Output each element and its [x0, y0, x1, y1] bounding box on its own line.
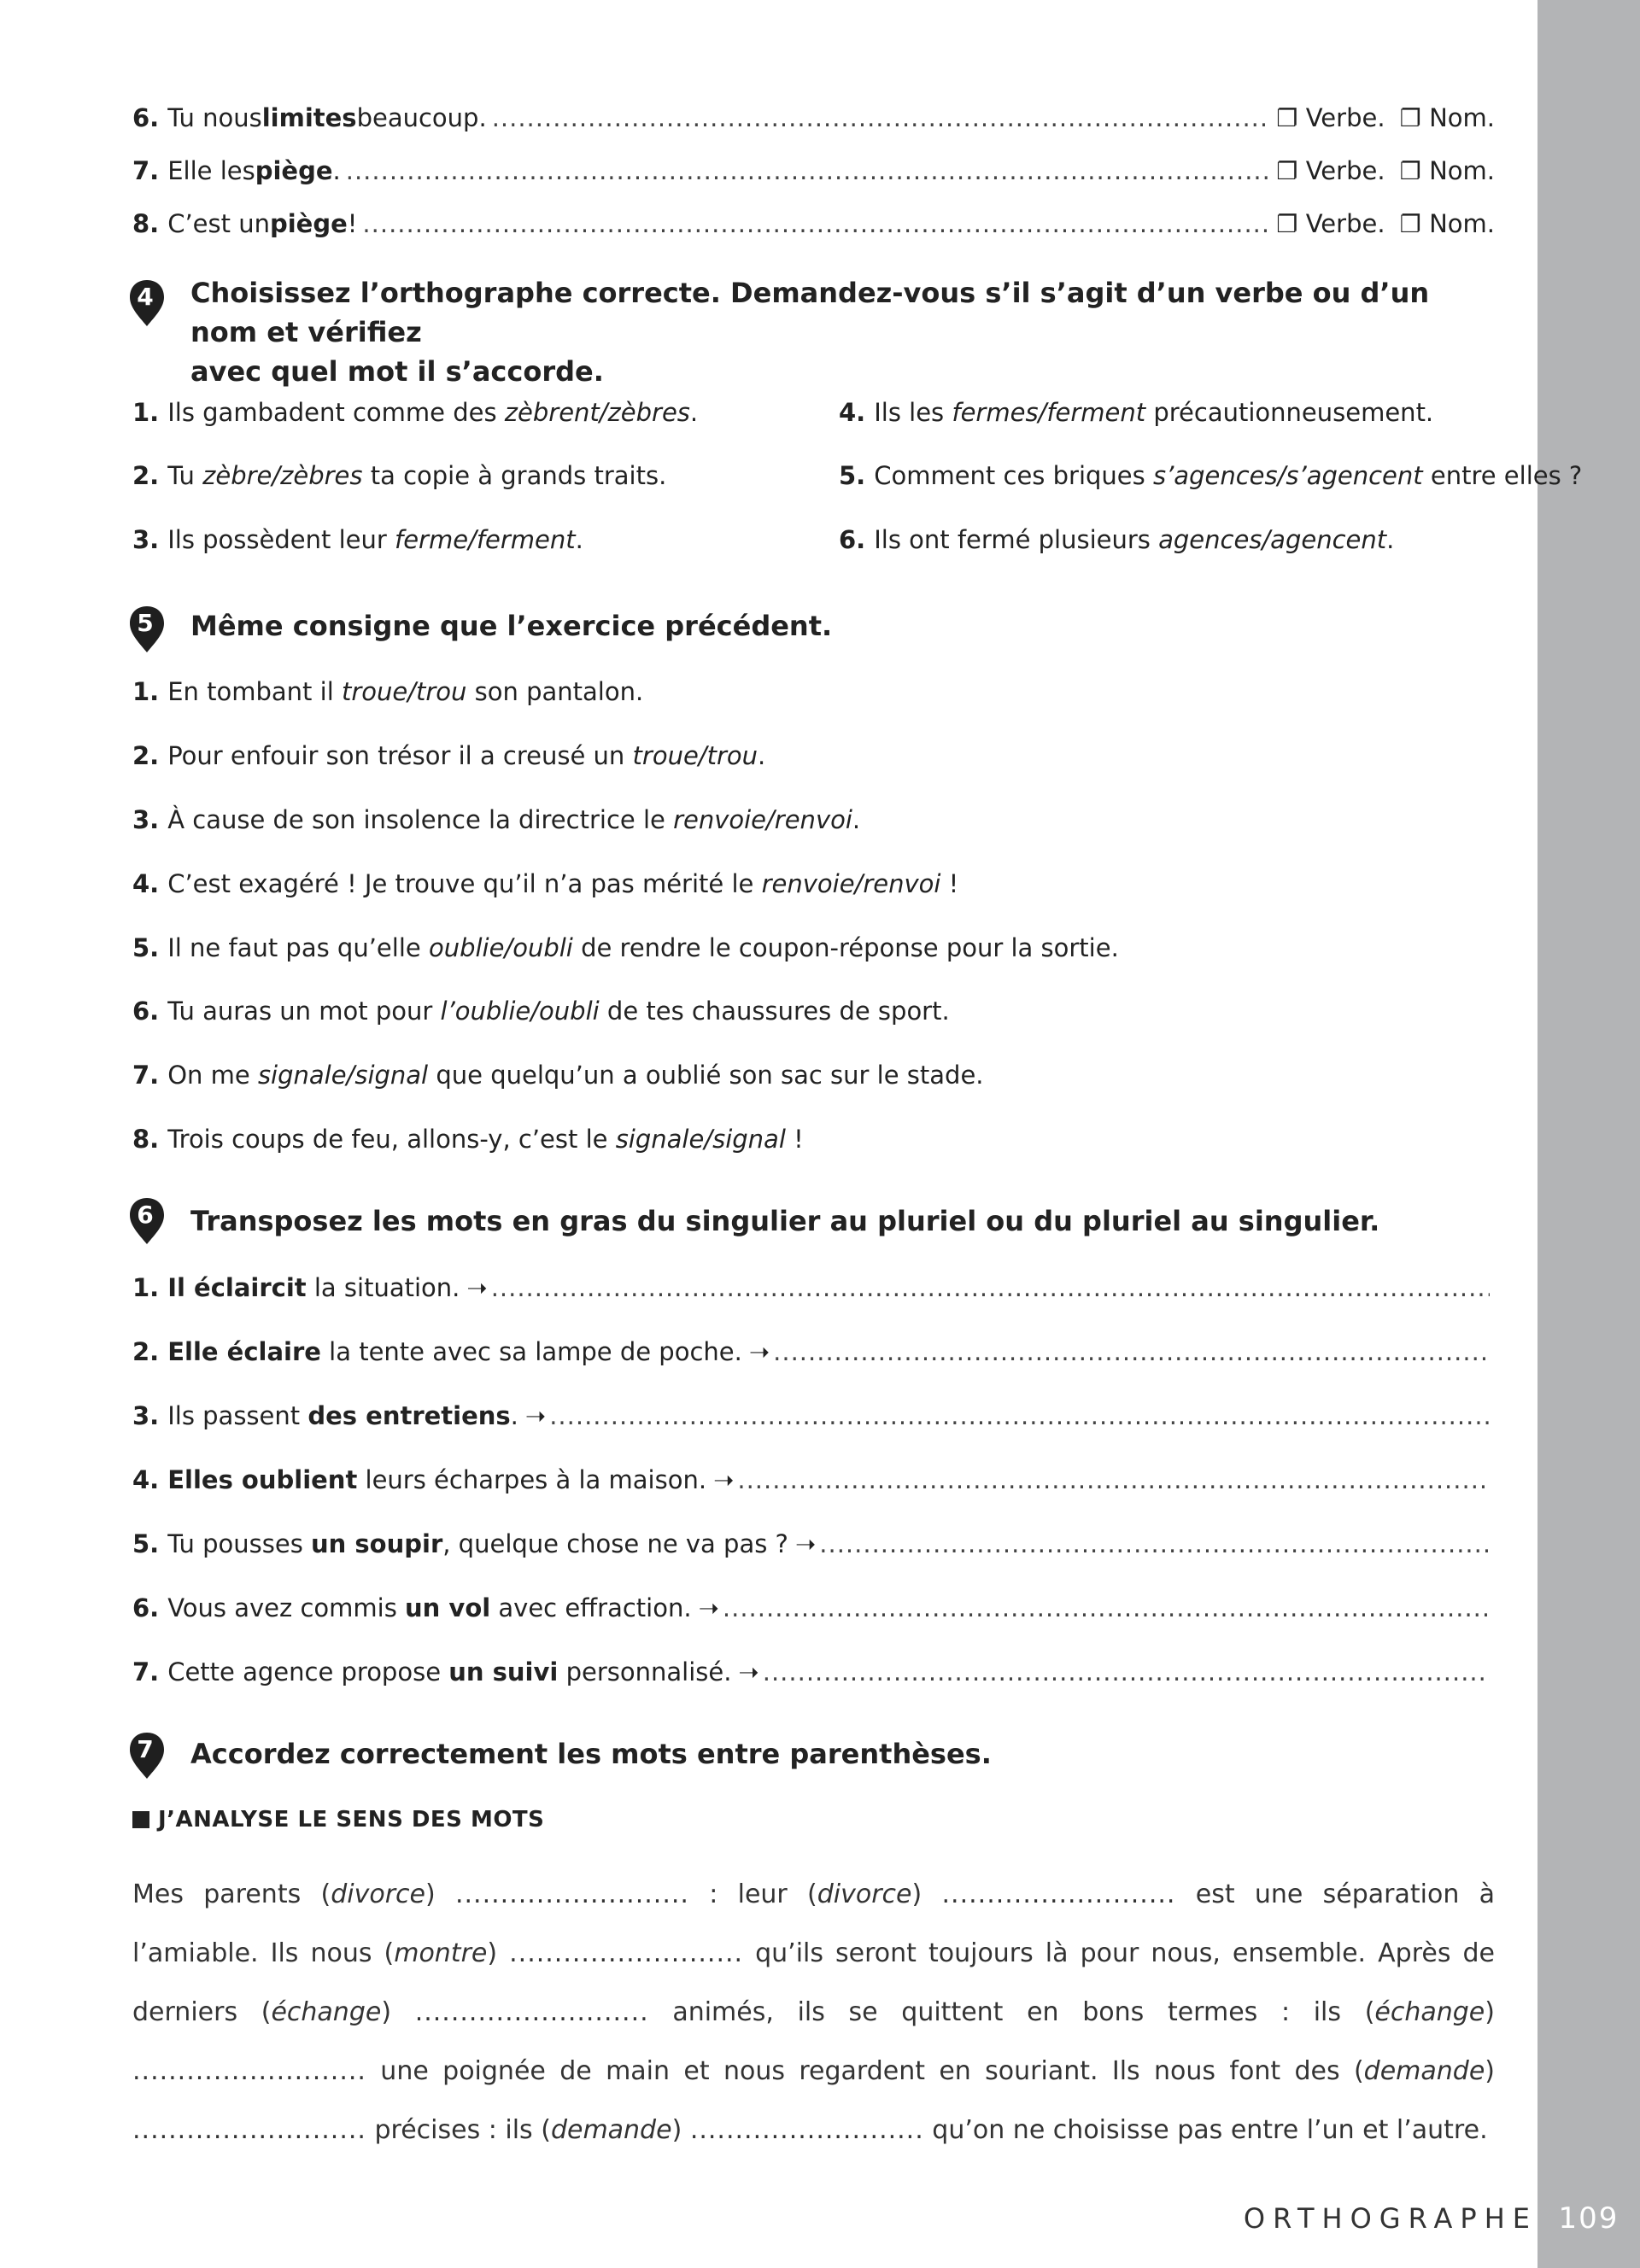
exercise-5-item-4: 4. C’est exagéré ! Je trouve qu’il n’a pas mérité le renvoie/renvoi !: [132, 869, 959, 898]
exercise-5-item-5: 5. Il ne faut pas qu’elle oublie/oubli de rendre le coupon-réponse pour la sortie.: [132, 933, 1119, 962]
exercise-instruction: Accordez correctement les mots entre parenthèses.: [190, 1738, 992, 1770]
choice-group: [1276, 101, 1495, 136]
exercise-6-item-2: 2. Elle éclaire la tente avec sa lampe de poche. ➝ .....: [132, 1335, 1495, 1369]
word-choice[interactable]: oublie/oubli: [428, 933, 573, 962]
answer-blank[interactable]: ..........................: [414, 1997, 649, 2027]
word-choice[interactable]: troue/trou: [632, 741, 758, 770]
answer-line[interactable]: [492, 101, 1272, 135]
item-bold-word: un suivi: [448, 1657, 559, 1686]
word-to-agree: montre: [394, 1938, 488, 1968]
item-text: Elle les: [167, 156, 255, 185]
word-choice[interactable]: signale/signal: [615, 1125, 786, 1154]
arrow-icon: ➝: [524, 1401, 547, 1430]
exercise-5-item-6: 6. Tu auras un mot pour l’oublie/oubli de tes chaussures de sport.: [132, 997, 950, 1026]
answer-line[interactable]: [763, 1655, 1490, 1689]
exercise-3-item-8: [132, 207, 1495, 241]
exercise-6-item-1: 1. Il éclaircit la situation. ➝ .....: [132, 1271, 1495, 1305]
word-to-agree: échange: [1374, 1997, 1485, 2027]
instruction-line: avec quel mot il s’accorde.: [190, 355, 604, 388]
answer-line[interactable]: [346, 154, 1272, 188]
exercise-number-badge: [128, 1196, 169, 1237]
badge-number: 6: [137, 1201, 154, 1229]
arrow-icon: ➝: [466, 1273, 488, 1302]
exercise-instruction: Même consigne que l’exercice précédent.: [190, 610, 833, 642]
item-bold-word: Elle éclaire: [167, 1337, 321, 1366]
checkbox-icon[interactable]: ❐: [1399, 104, 1421, 132]
checkbox-icon[interactable]: ❐: [1276, 104, 1298, 132]
item-bold-word: des entretiens: [308, 1401, 511, 1430]
answer-line[interactable]: [819, 1527, 1490, 1561]
exercise-instruction: Transposez les mots en gras du singulier au pluriel ou du pluriel au singulier.: [190, 1205, 1380, 1237]
page-side-band: [1538, 0, 1640, 2268]
choice-label: Verbe.: [1305, 209, 1385, 238]
item-text: C’est un: [167, 209, 270, 238]
exercise-6-item-3: 3. Ils passent des entretiens . ➝ .....: [132, 1399, 1495, 1433]
arrow-icon: ➝: [794, 1529, 817, 1558]
exercise-number-badge: [128, 1731, 169, 1772]
choice-label: Nom.: [1429, 156, 1495, 185]
exercise-instruction: [190, 273, 1495, 391]
answer-line[interactable]: [723, 1591, 1490, 1625]
word-to-agree: demande: [550, 2115, 672, 2145]
answer-line[interactable]: [773, 1335, 1490, 1369]
exercise-5-item-8: 8. Trois coups de feu, allons-y, c’est le signale/signal !: [132, 1125, 804, 1154]
word-choice[interactable]: zèbrent/zèbres: [504, 398, 690, 427]
square-bullet-icon: [132, 1811, 149, 1828]
arrow-icon: ➝: [738, 1657, 759, 1686]
page-number: 109: [1558, 2201, 1620, 2236]
footer-section-title: ORTHOGRAPHE: [1243, 2202, 1538, 2235]
exercise-5-item-7: 7. On me signale/signal que quelqu’un a oublié son sac sur le stade.: [132, 1061, 984, 1090]
exercise-4-item-2: 2. Tu zèbre/zèbres ta copie à grands traits.: [132, 461, 667, 490]
item-number: 7.: [132, 156, 160, 185]
choice-group: [1276, 154, 1495, 189]
fill-in-paragraph: Mes parents (divorce) .......................... : leur (divorce) .......................... est une séparation à l’amiable. Ils nous (montre) .......................... qu’ils seront toujours là pour nous, ensemble. Après de derniers (échange) .......................... animés, ils se quittent en bons termes : ils (échange) .......................... une poignée de main et nous regardent en souriant. Ils nous font des (demande) .......................... précises : ils (demande) .......................... qu’on ne choisisse pas entre l’un et l’autre.: [132, 1879, 1496, 2145]
word-choice[interactable]: ferme/ferment: [395, 525, 576, 554]
exercise-6-item-4: 4. Elles oublient leurs écharpes à la maison. ➝ .....: [132, 1463, 1495, 1497]
choice-label: Verbe.: [1305, 156, 1385, 185]
answer-blank[interactable]: ..........................: [509, 1938, 744, 1968]
item-number: 6.: [132, 103, 160, 132]
item-text: .: [332, 156, 341, 185]
word-to-agree: demande: [1363, 2056, 1485, 2086]
exercise-6-item-5: 5. Tu pousses un soupir , quelque chose ne va pas ? ➝ .....: [132, 1527, 1495, 1561]
exercise-3-item-7: [132, 154, 1495, 188]
item-number: 8.: [132, 209, 160, 238]
item-text: !: [347, 209, 358, 238]
word-choice[interactable]: agences/agencent: [1158, 525, 1387, 554]
item-bold-word: Elles oublient: [167, 1465, 358, 1494]
answer-blank[interactable]: ..........................: [132, 2056, 366, 2086]
checkbox-icon[interactable]: ❐: [1399, 210, 1421, 238]
answer-blank[interactable]: ..........................: [454, 1879, 689, 1909]
exercise-5-item-2: 2. Pour enfouir son trésor il a creusé un troue/trou.: [132, 741, 766, 770]
checkbox-icon[interactable]: ❐: [1276, 157, 1298, 185]
item-text: Tu nous: [167, 103, 262, 132]
word-choice[interactable]: renvoie/renvoi: [761, 869, 941, 898]
exercise-number-badge: [128, 605, 169, 646]
word-choice[interactable]: signale/signal: [257, 1061, 429, 1090]
answer-line[interactable]: [737, 1463, 1490, 1497]
exercise-5-item-3: 3. À cause de son insolence la directrice le renvoie/renvoi.: [132, 805, 861, 834]
word-choice[interactable]: l’oublie/oubli: [440, 997, 600, 1026]
answer-line[interactable]: [491, 1271, 1490, 1305]
badge-number: 5: [137, 609, 154, 637]
exercise-6-item-7: 7. Cette agence propose un suivi personnalisé. ➝ .....: [132, 1655, 1495, 1689]
exercise-3-item-6: [132, 101, 1495, 135]
word-to-agree: divorce: [817, 1879, 912, 1909]
word-choice[interactable]: s’agences/s’agencent: [1152, 461, 1423, 490]
choice-label: Nom.: [1429, 209, 1495, 238]
word-choice[interactable]: fermes/ferment: [952, 398, 1146, 427]
item-text: beaucoup.: [356, 103, 487, 132]
word-choice[interactable]: zèbre/zèbres: [202, 461, 363, 490]
badge-number: 4: [137, 283, 154, 311]
answer-line[interactable]: [362, 207, 1271, 241]
exercise-4-item-1: 1. Ils gambadent comme des zèbrent/zèbres.: [132, 398, 699, 427]
checkbox-icon[interactable]: ❐: [1276, 210, 1298, 238]
arrow-icon: ➝: [713, 1465, 735, 1494]
exercise-6-item-6: 6. Vous avez commis un vol avec effraction. ➝ .....: [132, 1591, 1495, 1625]
exercise-5-item-1: 1. En tombant il troue/trou son pantalon.: [132, 677, 644, 706]
word-to-agree: échange: [271, 1997, 382, 2027]
checkbox-icon[interactable]: ❐: [1399, 157, 1421, 185]
answer-blank[interactable]: ..........................: [132, 2115, 366, 2145]
item-bold-word: piège: [255, 156, 333, 185]
arrow-icon: ➝: [698, 1593, 719, 1622]
word-to-agree: divorce: [331, 1879, 425, 1909]
answer-blank[interactable]: ..........................: [941, 1879, 1176, 1909]
answer-line[interactable]: [549, 1399, 1490, 1433]
badge-number: 7: [137, 1735, 154, 1763]
choice-label: Verbe.: [1305, 103, 1385, 132]
item-bold-word: piège: [269, 209, 348, 238]
exercise-4-item-3: 3. Ils possèdent leur ferme/ferment.: [132, 525, 583, 554]
item-bold-word: un soupir: [311, 1529, 443, 1558]
word-choice[interactable]: renvoie/renvoi: [673, 805, 852, 834]
choice-label: Nom.: [1429, 103, 1495, 132]
arrow-icon: ➝: [748, 1337, 770, 1366]
choice-group: [1276, 207, 1495, 242]
instruction-line: Choisissez l’orthographe correcte. Demandez-vous s’il s’agit d’un verbe ou d’un nom et vérifiez: [190, 277, 1430, 348]
word-choice[interactable]: troue/trou: [341, 677, 467, 706]
item-bold-word: limites: [261, 103, 357, 132]
item-bold-word: Il éclaircit: [167, 1273, 307, 1302]
section-label: J’ANALYSE LE SENS DES MOTS: [132, 1807, 544, 1833]
item-bold-word: un vol: [405, 1593, 491, 1622]
answer-blank[interactable]: ..........................: [689, 2115, 924, 2145]
exercise-number-badge: [128, 278, 169, 319]
exercise-4-item-6: 6. Ils ont fermé plusieurs agences/agencent.: [839, 525, 1395, 554]
exercise-4-item-4: 4. Ils les fermes/ferment précautionneusement.: [839, 398, 1434, 427]
exercise-4-item-5: 5. Comment ces briques s’agences/s’agencent entre elles ?: [839, 461, 1583, 490]
